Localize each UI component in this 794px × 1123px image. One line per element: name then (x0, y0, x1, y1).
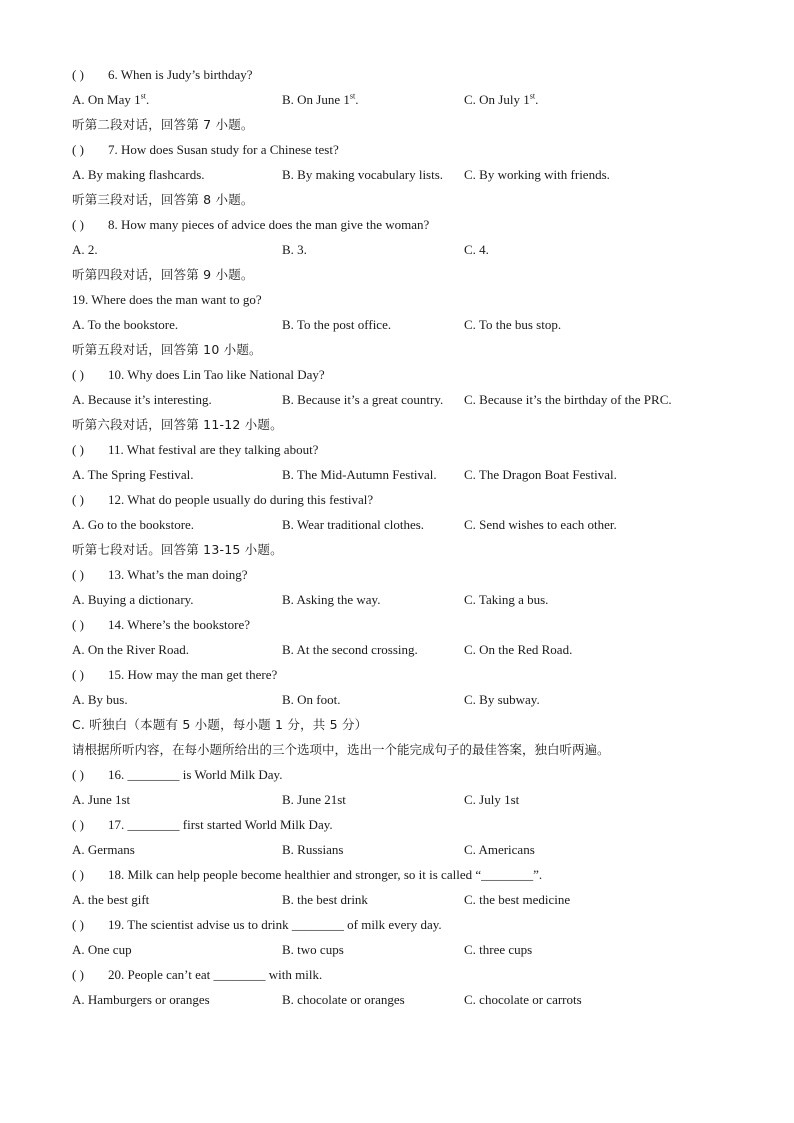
answer-blank[interactable]: ( ) (72, 367, 84, 382)
section-heading: 听第四段对话，回答第 9 小题。 (72, 267, 254, 282)
option-b[interactable] (282, 587, 380, 612)
option-c[interactable] (464, 987, 582, 1012)
option-a[interactable] (72, 687, 128, 712)
question-text: 13. What’s the man doing? (108, 567, 248, 582)
option-a[interactable] (72, 387, 212, 412)
question-text: 19. The scientist advise us to drink ________ of milk every day. (108, 917, 442, 932)
option-c[interactable] (464, 312, 561, 337)
exam-page (72, 62, 762, 1012)
option-text: C. By working with friends. (464, 167, 610, 182)
options-row (72, 587, 762, 612)
option-text: B. two cups (282, 942, 344, 957)
question-text: 18. Milk can help people become healthier and stronger, so it is called “________”. (108, 867, 543, 882)
option-text: A. Buying a dictionary. (72, 592, 194, 607)
question-text: 17. ________ first started World Milk Day. (108, 817, 333, 832)
question-text: 20. People can’t eat ________ with milk. (108, 967, 323, 982)
answer-blank[interactable]: ( ) (72, 67, 84, 82)
ordinal-suffix: st (140, 91, 146, 101)
option-b[interactable] (282, 637, 418, 662)
question-text: 12. What do people usually do during this festival? (108, 492, 374, 507)
option-text: B. By making vocabulary lists. (282, 167, 444, 182)
question-line (72, 487, 762, 512)
option-b[interactable] (282, 787, 346, 812)
option-text: A. Because it’s interesting. (72, 392, 212, 407)
question-text: 14. Where’s the bookstore? (108, 617, 250, 632)
option-period: . (145, 92, 150, 107)
option-text: B. 3. (282, 242, 307, 257)
option-c[interactable] (464, 937, 532, 962)
question-text: 19. Where does the man want to go? (72, 292, 262, 307)
question-line (72, 212, 762, 237)
option-text: B. Asking the way. (282, 592, 381, 607)
option-a[interactable] (72, 512, 194, 537)
option-b[interactable] (282, 937, 344, 962)
option-b[interactable] (282, 987, 405, 1012)
answer-blank[interactable]: ( ) (72, 767, 84, 782)
option-c[interactable] (464, 87, 538, 112)
options-row (72, 87, 762, 112)
option-text: A. Hamburgers or oranges (72, 992, 210, 1007)
option-text: A. On May 1 (72, 92, 141, 107)
option-text: B. On foot. (282, 692, 341, 707)
option-b[interactable] (282, 312, 391, 337)
option-text: C. The Dragon Boat Festival. (464, 467, 617, 482)
answer-blank[interactable]: ( ) (72, 142, 84, 157)
option-c[interactable] (464, 887, 570, 912)
options-row (72, 237, 762, 262)
option-text: A. To the bookstore. (72, 317, 179, 332)
option-c[interactable] (464, 387, 672, 412)
question-text: 15. How may the man get there? (108, 667, 278, 682)
option-a[interactable] (72, 462, 193, 487)
question-text: 8. How many pieces of advice does the man give the woman? (108, 217, 430, 232)
option-a[interactable] (72, 637, 189, 662)
option-text: C. Taking a bus. (464, 592, 549, 607)
question-line (72, 437, 762, 462)
option-c[interactable] (464, 237, 489, 262)
section-heading: 听第二段对话，回答第 7 小题。 (72, 117, 254, 132)
option-text: B. Because it’s a great country. (282, 392, 444, 407)
question-line (72, 912, 762, 937)
option-b[interactable] (282, 237, 307, 262)
answer-blank[interactable]: ( ) (72, 567, 84, 582)
option-text: C. chocolate or carrots (464, 992, 582, 1007)
option-text: B. the best drink (282, 892, 368, 907)
option-a[interactable] (72, 937, 132, 962)
option-text: A. By making flashcards. (72, 167, 205, 182)
option-c[interactable] (464, 687, 540, 712)
option-a[interactable] (72, 987, 210, 1012)
options-row (72, 312, 762, 337)
option-text: C. Americans (464, 842, 535, 857)
question-line (72, 362, 762, 387)
answer-blank[interactable]: ( ) (72, 442, 84, 457)
ordinal-suffix: st (349, 91, 356, 101)
option-a[interactable] (72, 837, 135, 862)
option-text: A. On the River Road. (72, 642, 189, 657)
option-a[interactable] (72, 787, 130, 812)
option-text: C. By subway. (464, 692, 540, 707)
question-text: 6. When is Judy’s birthday? (108, 67, 253, 82)
section-heading: 听第六段对话，回答第 11-12 小题。 (72, 417, 283, 432)
instructions: 请根据所听内容，在每小题所给出的三个选项中，选出一个能完成句子的最佳答案，独白听两遍。 (72, 742, 610, 757)
option-b[interactable] (282, 162, 443, 187)
option-b[interactable] (282, 87, 358, 112)
option-text: B. chocolate or oranges (282, 992, 405, 1007)
option-text: A. Go to the bookstore. (72, 517, 195, 532)
option-a[interactable] (72, 237, 98, 262)
question-text: 7. How does Susan study for a Chinese test? (108, 142, 339, 157)
question-text: 16. ________ is World Milk Day. (108, 767, 283, 782)
option-b[interactable] (282, 387, 443, 412)
options-row (72, 837, 762, 862)
answer-blank[interactable]: ( ) (72, 867, 84, 882)
option-text: C. July 1st (464, 792, 520, 807)
answer-blank[interactable]: ( ) (72, 817, 84, 832)
answer-blank[interactable]: ( ) (72, 967, 84, 982)
option-text: C. 4. (464, 242, 489, 257)
option-period: . (355, 92, 359, 107)
option-b[interactable] (282, 512, 424, 537)
option-text: A. One cup (72, 942, 132, 957)
option-text: A. 2. (72, 242, 98, 257)
option-text: B. At the second crossing. (282, 642, 418, 657)
options-row (72, 937, 762, 962)
option-a[interactable] (72, 587, 194, 612)
option-text: C. the best medicine (464, 892, 571, 907)
options-row (72, 387, 762, 412)
option-c[interactable] (464, 587, 548, 612)
options-row (72, 637, 762, 662)
options-row (72, 462, 762, 487)
option-a[interactable] (72, 312, 178, 337)
options-row (72, 987, 762, 1012)
section-heading: 听第七段对话。回答第 13-15 小题。 (72, 542, 283, 557)
option-text: B. Wear traditional clothes. (282, 517, 425, 532)
option-text: A. the best gift (72, 892, 150, 907)
option-c[interactable] (464, 637, 572, 662)
options-row (72, 162, 762, 187)
option-a[interactable] (72, 162, 205, 187)
section-heading: 听第五段对话，回答第 10 小题。 (72, 342, 262, 357)
question-line (72, 287, 762, 312)
question-line (72, 962, 762, 987)
question-text: 11. What festival are they talking about? (108, 442, 319, 457)
option-b[interactable] (282, 887, 368, 912)
answer-blank[interactable]: ( ) (72, 617, 84, 632)
option-text: A. June 1st (72, 792, 131, 807)
options-row (72, 512, 762, 537)
option-text: A. Germans (72, 842, 135, 857)
question-line (72, 812, 762, 837)
option-c[interactable] (464, 512, 617, 537)
question-line (72, 62, 762, 87)
option-period: . (535, 92, 539, 107)
option-a[interactable] (72, 887, 149, 912)
option-text: B. Russians (282, 842, 344, 857)
option-text: B. To the post office. (282, 317, 392, 332)
options-row (72, 687, 762, 712)
question-line (72, 562, 762, 587)
options-row (72, 887, 762, 912)
option-text: C. Send wishes to each other. (464, 517, 617, 532)
option-text: B. June 21st (282, 792, 346, 807)
question-line (72, 862, 762, 887)
answer-blank[interactable]: ( ) (72, 667, 84, 682)
options-row (72, 787, 762, 812)
option-b[interactable] (282, 687, 341, 712)
section-heading: C. 听独白（本题有 5 小题，每小题 1 分，共 5 分） (72, 717, 368, 732)
option-text: C. On July 1 (464, 92, 530, 107)
question-line (72, 662, 762, 687)
option-c[interactable] (464, 837, 535, 862)
section-heading: 听第三段对话，回答第 8 小题。 (72, 192, 254, 207)
option-text: C. To the bus stop. (464, 317, 562, 332)
option-b[interactable] (282, 837, 343, 862)
question-line (72, 762, 762, 787)
option-c[interactable] (464, 162, 610, 187)
option-text: B. On June 1 (282, 92, 350, 107)
option-text: C. On the Red Road. (464, 642, 573, 657)
answer-blank[interactable]: ( ) (72, 917, 84, 932)
option-text: C. Because it’s the birthday of the PRC. (464, 392, 672, 407)
option-text: B. The Mid-Autumn Festival. (282, 467, 437, 482)
option-b[interactable] (282, 462, 437, 487)
option-text: C. three cups (464, 942, 533, 957)
question-line (72, 612, 762, 637)
answer-blank[interactable]: ( ) (72, 217, 84, 232)
option-c[interactable] (464, 787, 519, 812)
ordinal-suffix: st (529, 91, 536, 101)
option-a[interactable] (72, 87, 149, 112)
option-c[interactable] (464, 462, 617, 487)
option-text: A. By bus. (72, 692, 128, 707)
question-line (72, 137, 762, 162)
option-text: A. The Spring Festival. (72, 467, 194, 482)
answer-blank[interactable]: ( ) (72, 492, 84, 507)
question-text: 10. Why does Lin Tao like National Day? (108, 367, 325, 382)
